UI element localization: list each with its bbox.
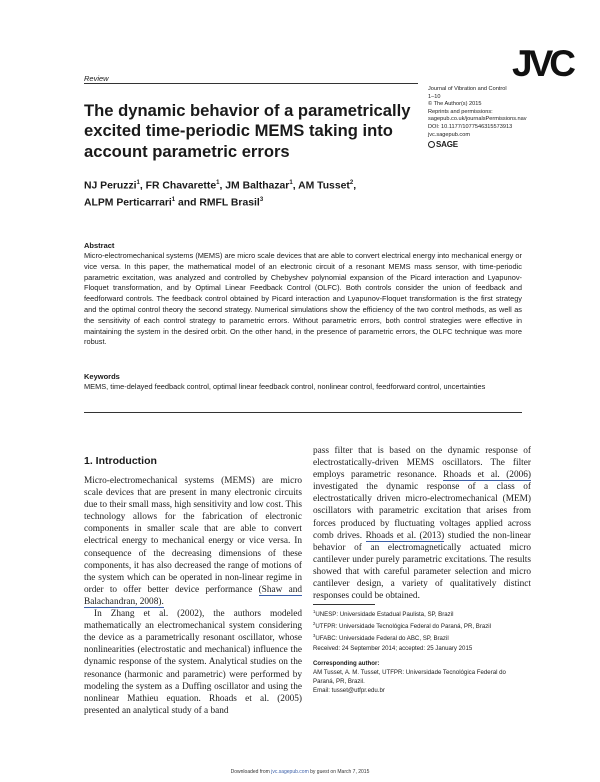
journal-name: Journal of Vibration and Control [428,86,507,92]
intro-paragraph-2-text-b: investigated the dynamic response of a class of electrostatically driven micro-electromechanical (MEM) oscillators with parametric excitation that arises from forces produced by fluctuating voltages applied across comb drives. [313,482,531,541]
download-footer [0,769,600,775]
author-name: JM Balthazar [225,180,290,192]
affiliation-1-text: UNESP: Universidade Estadual Paulista, SP, Brazil [315,611,454,619]
permissions-link[interactable]: sagepub.co.uk/journalsPermissions.nav [428,116,527,123]
section-divider [84,412,522,413]
header-rule [84,83,418,84]
intro-paragraph-2-text-c: studied the non-linear behavior of an electromagnetically actuated micro cantilever under purely parametric excitations. The results showed that with careful parameter selection and micro cantilever design, a variety of qualitatively distinct responses could be obtained. [313,530,531,602]
doi[interactable]: DOI: 10.1177/1077546315573913 [428,123,513,130]
author-affiliation-mark: 2 [349,180,354,186]
download-prefix: Downloaded from [230,769,270,775]
citation-link-shaw[interactable]: (Shaw and Balachandran, 2008). [84,584,302,607]
intro-paragraph-2-cont [313,445,531,602]
affiliation-3 [313,632,531,644]
author-affiliation-mark: 1 [136,180,140,186]
author-name: FR Chavarette [145,180,217,192]
author-separator: , [219,180,226,192]
article-title: The dynamic behavior of a parametrically excited time-periodic MEMS taking into account parametric errors [84,101,411,161]
author-affiliation-mark: 1 [216,180,220,186]
affiliation-1-mark: 1 [313,609,316,614]
page-range: 1–10 [428,93,441,100]
download-suffix: by guest on March 7, 2015 [310,769,370,775]
corresponding-author-email[interactable]: Email: tusset@utfpr.edu.br [313,686,385,694]
intro-paragraph-2-text-a-cont: pass filter that is based on the dynamic response of electrostatically-driven MEMS oscillators. The filter employs parametric resonance. [313,446,531,481]
keywords-heading: Keywords [84,372,120,381]
download-link[interactable]: jvc.sagepub.com [271,769,309,775]
body-column-left [84,475,302,717]
author-separator: and [175,197,200,209]
keywords-text: MEMS, time-delayed feedback control, optimal linear feedback control, nonlinear control, feedforward control, uncertainties [84,382,486,391]
abstract-text: Micro-electromechanical systems (MEMS) are micro scale devices that are able to convert electrical energy into mechanical energy or vice versa. In this paper, the mathematical model of an electronic circuit of a resonant MEMS mass sensor, with time-periodic parametric excitation, was analyzed and controlled by Chebyshev polynomial expansion of the Picard interaction and Lyapunov-Floquet transformation, and by Optimal Linear Feedback Control (OLFC). Both controls consider the union of feedback and feedforward controls. The feedback control obtained by Picard interaction and Lyapunov-Floquet transformation is the first strategy and the optimal control theory the second strategy. Numerical simulations show the efficiency of the two control methods, as well as the sensitivity of each control strategy to parametric errors. Without parametric errors, both control strategies were effective in maintaining the system in the desired orbit. On the other hand, in the presence of parametric errors, the OLFC technique was more robust. [84,251,522,347]
author-line-1 [84,176,434,193]
author-name: RMFL Brasil [199,197,260,209]
author-name: NJ Peruzzi [84,180,137,192]
author-affiliation-mark: 3 [259,197,264,204]
affiliation-1 [313,608,531,620]
reprints-label: Reprints and permissions: [428,108,493,115]
journal-info [428,86,578,150]
intro-paragraph-2-text-a: In Zhang et al. (2002), the authors modeled mathematically an electromechanical system considering the device as a parametrically resonant oscillator, whose nonlinearities (electrostatic and mechanical) influence the dynamic response of the system. Analytical studies on the resonance (harmonic and parametric) were performed by modeling the system as a Duffing oscillator and using the nonlinear Mathieu equation. Rhoads et al. (2005) presented an analytical study of a band [84,609,302,716]
affiliation-2 [313,620,531,632]
corresponding-author [313,669,513,695]
author-separator: , [292,180,299,192]
abstract-heading: Abstract [84,241,115,250]
intro-paragraph-2-start [84,608,302,717]
affiliation-2-mark: 2 [313,620,316,626]
publisher-logo [428,140,578,150]
author-list [84,176,434,211]
received-dates: Received: 24 September 2014; accepted: 25 January 2015 [313,645,473,652]
body-column-right [313,445,531,602]
affiliations [313,608,531,643]
affiliation-2-text: UTFPR: Universidade Tecnológica Federal do Paraná, PR, Brazil [315,622,492,630]
footnote-rule [313,604,375,605]
author-name: AM Tusset [298,180,350,192]
intro-paragraph-1 [84,475,302,608]
intro-paragraph-1-text: Micro-electromechanical systems (MEMS) are micro scale devices that are present in many electronic circuits due to their small mass, high sensitivity and low cost. This technology allows for the fabrication of electronic components in smaller scale that are able to convert electrical energy to mechanical energy or vice versa. In consequence of the decreasing dimensions of these components, it has also decreased the range of motions of the system which can be operated in non-linear regime in order to offer better device performance [84,476,302,595]
article-type-label: Review [84,74,109,83]
affiliation-3-mark: 3 [313,632,316,638]
citation-link-rhoads-2006[interactable]: Rhoads et al. (2006) [443,470,532,481]
journal-url[interactable]: jvc.sagepub.com [428,131,470,138]
citation-link-rhoads-2013[interactable]: Rhoads et al. (2013) [365,530,445,541]
publisher-name: SAGE [436,140,458,150]
author-name: ALPM Perticarrari [84,197,172,209]
author-separator: , [139,180,146,192]
author-affiliation-mark: 1 [171,197,176,204]
author-affiliation-mark: 1 [289,180,293,186]
journal-logo-text: JVC [512,44,572,80]
corresponding-author-text: AM Tusset, A. M. Tusset, UTFPR: Universidade Tecnológica Federal do Paraná, PR, Brazil. [313,669,506,685]
copyright: © The Author(s) 2015 [428,101,482,108]
corresponding-author-heading: Corresponding author: [313,660,380,667]
sage-ring-icon [428,141,435,148]
affiliation-3-text: UFABC: Universidade Federal do ABC, SP, Brazil [315,634,449,642]
introduction-heading: 1. Introduction [84,455,157,467]
journal-logo [503,44,581,80]
author-line-2 [84,193,434,210]
author-separator: , [353,180,357,192]
